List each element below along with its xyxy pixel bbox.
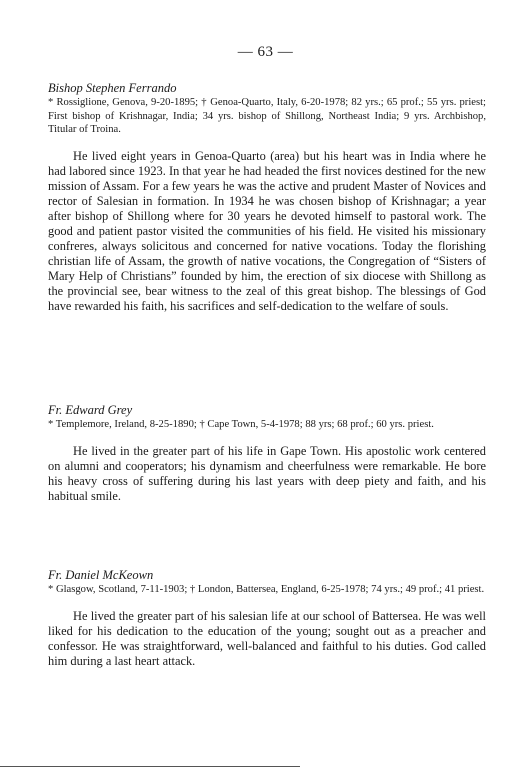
entry-body: He lived the greater part of his salesian life at our school of Battersea. He was well liked for his dedication to the education of the young; sought out as a preacher and confessor. He was straightforward, well-balanced and faithful to his duties. God called him during a last heart attack. xyxy=(48,608,486,668)
entry-name: Fr. Edward Grey xyxy=(48,403,133,417)
entry-name: Fr. Daniel McKeown xyxy=(48,568,154,582)
obituary-entry-ferrando xyxy=(48,81,486,315)
entry-meta: * Templemore, Ireland, 8-25-1890; † Cape Town, 5-4-1978; 88 yrs; 68 prof.; 60 yrs. priest. xyxy=(48,419,434,430)
entry-body: He lived eight years in Genoa-Quarto (area) but his heart was in India where he had labored since 1923. In that year he had headed the first novices destined for the new mission of Assam. For a few years he was the active and prudent Master of Novices and rector of Salesian in formation. In 1934 he was chosen bishop of Krishnagar; a year after bishop of Shillong where for 30 years he devoted himself to pastoral work. The good and patient pastor visited the communities of his field. He visited his missionary confreres, always solicitous and concerned for native vocations. Today the florishing christian life of Assam, the growth of native vocations, the Congregation of “Sisters of Mary Help of Christians” founded by him, the erection of six diocese with Shillong as the provincial see, bear witness to the zeal of this great bishop. The blessings of God have rewarded his faith, his sacrifices and self-dedication to the welfare of souls. xyxy=(48,148,486,314)
entry-meta: * Glasgow, Scotland, 7-11-1903; † London, Battersea, England, 6-25-1978; 74 yrs.; 49 prof.; 41 priest. xyxy=(48,584,485,595)
obituary-entry-grey xyxy=(48,403,486,504)
entry-name: Bishop Stephen Ferrando xyxy=(48,81,177,95)
entry-body: He lived in the greater part of his life in Gape Town. His apostolic work centered on alumni and cooperators; his dynamism and cheerfulness were remarkable. He bore his heavy cross of suffering during his last years with deep piety and faith, and his habitual smile. xyxy=(48,443,486,503)
bottom-rule xyxy=(0,766,300,767)
page-number: — 63 — xyxy=(237,44,294,60)
obituary-entry-mckeown xyxy=(48,568,486,669)
entry-meta: * Rossiglione, Genova, 9-20-1895; † Genoa-Quarto, Italy, 6-20-1978; 82 yrs.; 65 prof.; 55 yrs. priest; First bishop of Krishnagar, India; 34 yrs. bishop of Shillong, Northeast India; 9 yrs. Archbishop, Titular of Troina. xyxy=(48,97,486,135)
